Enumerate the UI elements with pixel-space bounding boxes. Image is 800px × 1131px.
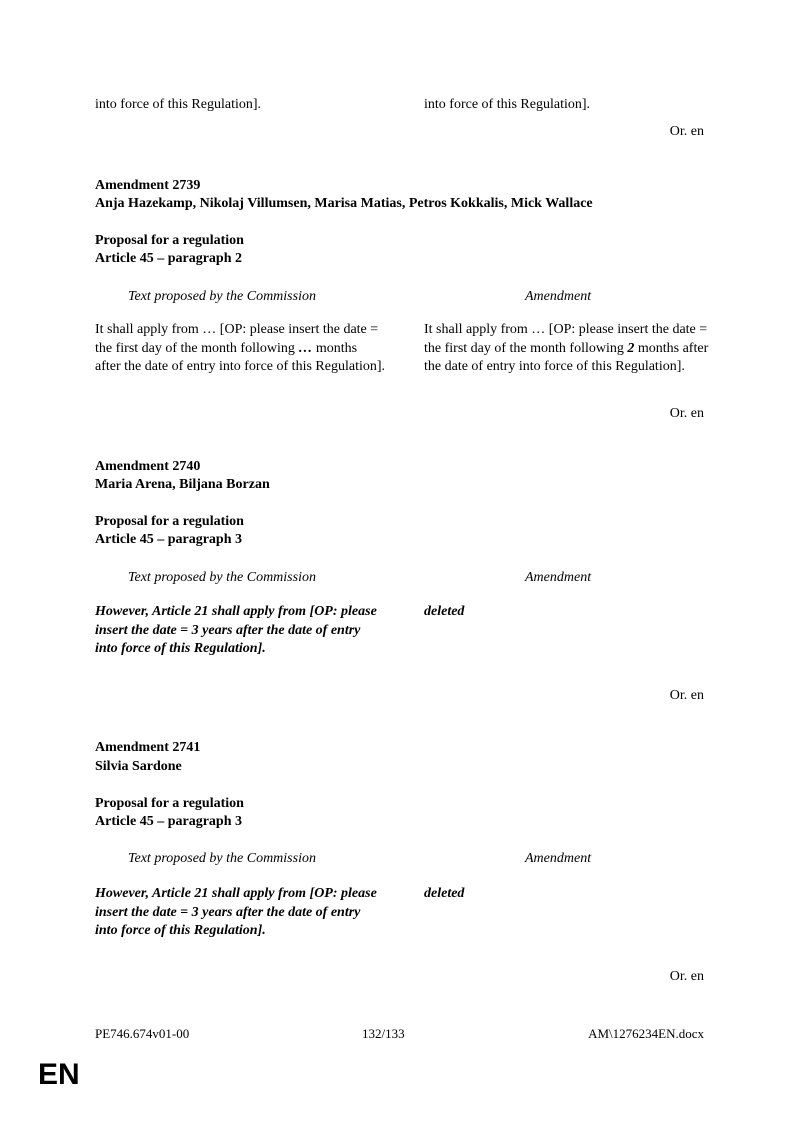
commission-text: However, Article 21 shall apply from [OP: please insert the date = 3 years after the date of entry into force of this Regulation].: [95, 886, 377, 938]
proposal-label: Proposal for a regulation: [95, 514, 244, 529]
amendment-text: [424, 321, 714, 377]
amendment-text-part: It shall apply from … [OP: please insert the date = the first day of the month following: [424, 322, 708, 356]
article-label: Article 45 – paragraph 3: [95, 814, 242, 829]
amendment-text: deleted: [424, 886, 465, 901]
amendment-authors: Silvia Sardone: [95, 759, 182, 774]
original-language: Or. en: [669, 969, 704, 984]
amendment-text-part: months after the date of entry into force of this Regulation].: [424, 340, 709, 374]
column-header-amendment: Amendment: [525, 570, 592, 585]
language-code: EN: [38, 1058, 80, 1091]
amendment-authors: Anja Hazekamp, Nikolaj Villumsen, Marisa Matias, Petros Kokkalis, Mick Wallace: [95, 196, 593, 211]
column-header-commission: Text proposed by the Commission: [128, 570, 316, 585]
column-header-amendment: Amendment: [525, 289, 592, 304]
proposal-label: Proposal for a regulation: [95, 233, 244, 248]
commission-text: However, Article 21 shall apply from [OP: please insert the date = 3 years after the date of entry into force of this Regulation].: [95, 604, 377, 656]
amendment-authors: Maria Arena, Biljana Borzan: [95, 477, 270, 492]
proposal-label: Proposal for a regulation: [95, 796, 244, 811]
footer-doc-ref: PE746.674v01-00: [95, 1026, 190, 1041]
amendment-title: Amendment 2741: [95, 740, 201, 755]
amendment-text: deleted: [424, 604, 465, 619]
column-header-amendment: Amendment: [525, 851, 592, 866]
original-language: Or. en: [669, 688, 704, 703]
top-fragment-or: Or. en: [669, 124, 704, 139]
article-label: Article 45 – paragraph 2: [95, 251, 242, 266]
column-header-commission: Text proposed by the Commission: [128, 851, 316, 866]
column-header-commission: Text proposed by the Commission: [128, 289, 316, 304]
article-label: Article 45 – paragraph 3: [95, 532, 242, 547]
top-fragment-left: into force of this Regulation].: [95, 97, 262, 112]
footer-page-number: 132/133: [362, 1026, 405, 1041]
top-fragment-right: into force of this Regulation].: [424, 97, 591, 112]
amendment-title: Amendment 2740: [95, 459, 201, 474]
commission-text-part: months after the date of entry into force of this Regulation].: [95, 340, 386, 374]
original-language: Or. en: [669, 406, 704, 421]
commission-text: [95, 321, 385, 377]
footer-file-name: AM\1276234EN.docx: [588, 1026, 704, 1041]
commission-text-emphasis: …: [298, 340, 313, 356]
commission-text-part: It shall apply from … [OP: please insert the date = the first day of the month following: [95, 322, 379, 356]
amendment-text-emphasis: 2: [627, 340, 635, 356]
amendment-title: Amendment 2739: [95, 178, 201, 193]
